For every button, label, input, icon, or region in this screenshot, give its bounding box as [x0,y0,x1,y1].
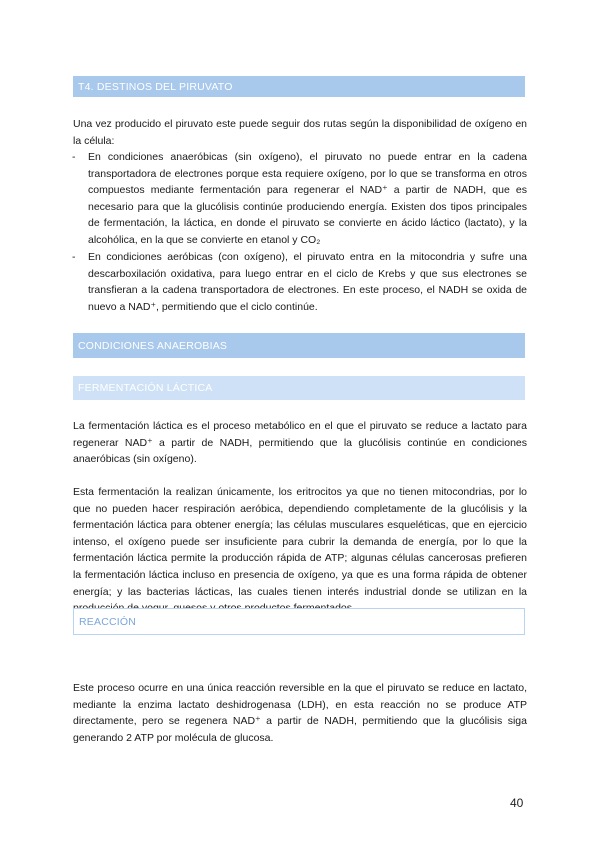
bullet-text: En condiciones anaeróbicas (sin oxígeno), el piruvato no puede entrar en la cadena transportadora de electrones porque esta requiere oxígeno, por lo que se transforma en otros compuestos mediante fermentación para regenerar el NAD⁺ a partir de NADH, que es necesario para que la glucólisis continúe produciendo energía. Existen dos tipos principales de fermentación, la láctica, en donde el piruvato se convierte en ácido láctico (lactato), y la alcohólica, en la que se convierte en etanol y CO₂ [88,151,527,246]
bullet-text: En condiciones aeróbicas (con oxígeno), el piruvato entra en la mitocondria y sufre una descarboxilación oxidativa, para luego entrar en el ciclo de Krebs y que sus electrones se transfieran a la cadena transportadora de electrones. En este proceso, el NADH se oxida de nuevo a NAD⁺, permitiendo que el ciclo continúe. [88,251,527,313]
section-header-condiciones-label: CONDICIONES ANAEROBIAS [78,339,228,352]
reaccion-paragraph: Este proceso ocurre en una única reacción reversible en la que el piruvato se reduce en lactato, mediante la enzima lactato deshidrogenasa (LDH), en esta reacción no se produce ATP directamente, pero se regenera NAD⁺ a partir de NADH, permitiendo que la glucólisis siga generando 2 ATP por molécula de glucosa. [73,682,527,744]
fermentacion-paragraph-1: La fermentación láctica es el proceso metabólico en el que el piruvato se reduce a lactato para regenerar NAD⁺ a partir de NADH, permitiendo que la glucólisis continúe en condiciones anaeróbicas (sin oxígeno). [73,420,527,466]
bullet-marker: - [72,251,76,263]
bullet-item-aerobic [72,249,527,315]
section-header-destinos-label: T4. DESTINOS DEL PIRUVATO [78,80,233,93]
section-header-destinos [73,76,525,97]
bullet-item-anaerobic [72,149,527,249]
intro-paragraph: Una vez producido el piruvato este puede seguir dos rutas según la disponibilidad de oxígeno en la célula: [73,118,527,147]
section-header-reaccion-label: REACCIÓN [79,615,137,628]
section-header-reaccion [73,608,525,635]
section-header-condiciones [73,333,525,358]
bullet-marker: - [72,151,76,163]
fermentacion-paragraph-2: Esta fermentación la realizan únicamente, los eritrocitos ya que no tienen mitocondrias, por lo que no pueden hacer respiración aeróbica, dependiendo completamente de la glucólisis y la fermentación láctica para obtener energía; las células musculares esqueléticas, que en ejercicio intenso, el oxígeno puede ser insuficiente para cubrir la demanda de energía, por lo que la fermentación láctica permite la producción rápida de ATP; algunas células cancerosas prefieren la fermentación láctica incluso en presencia de oxígeno, ya que es una forma rápida de obtener energía; y las bacterias lácticas, las cuales tienen interés industrial donde se utilizan en la [73,486,527,598]
section-header-fermentacion-label: FERMENTACIÓN LÁCTICA [78,382,213,394]
page-number: 40 [510,796,524,810]
section-header-fermentacion [73,376,525,400]
